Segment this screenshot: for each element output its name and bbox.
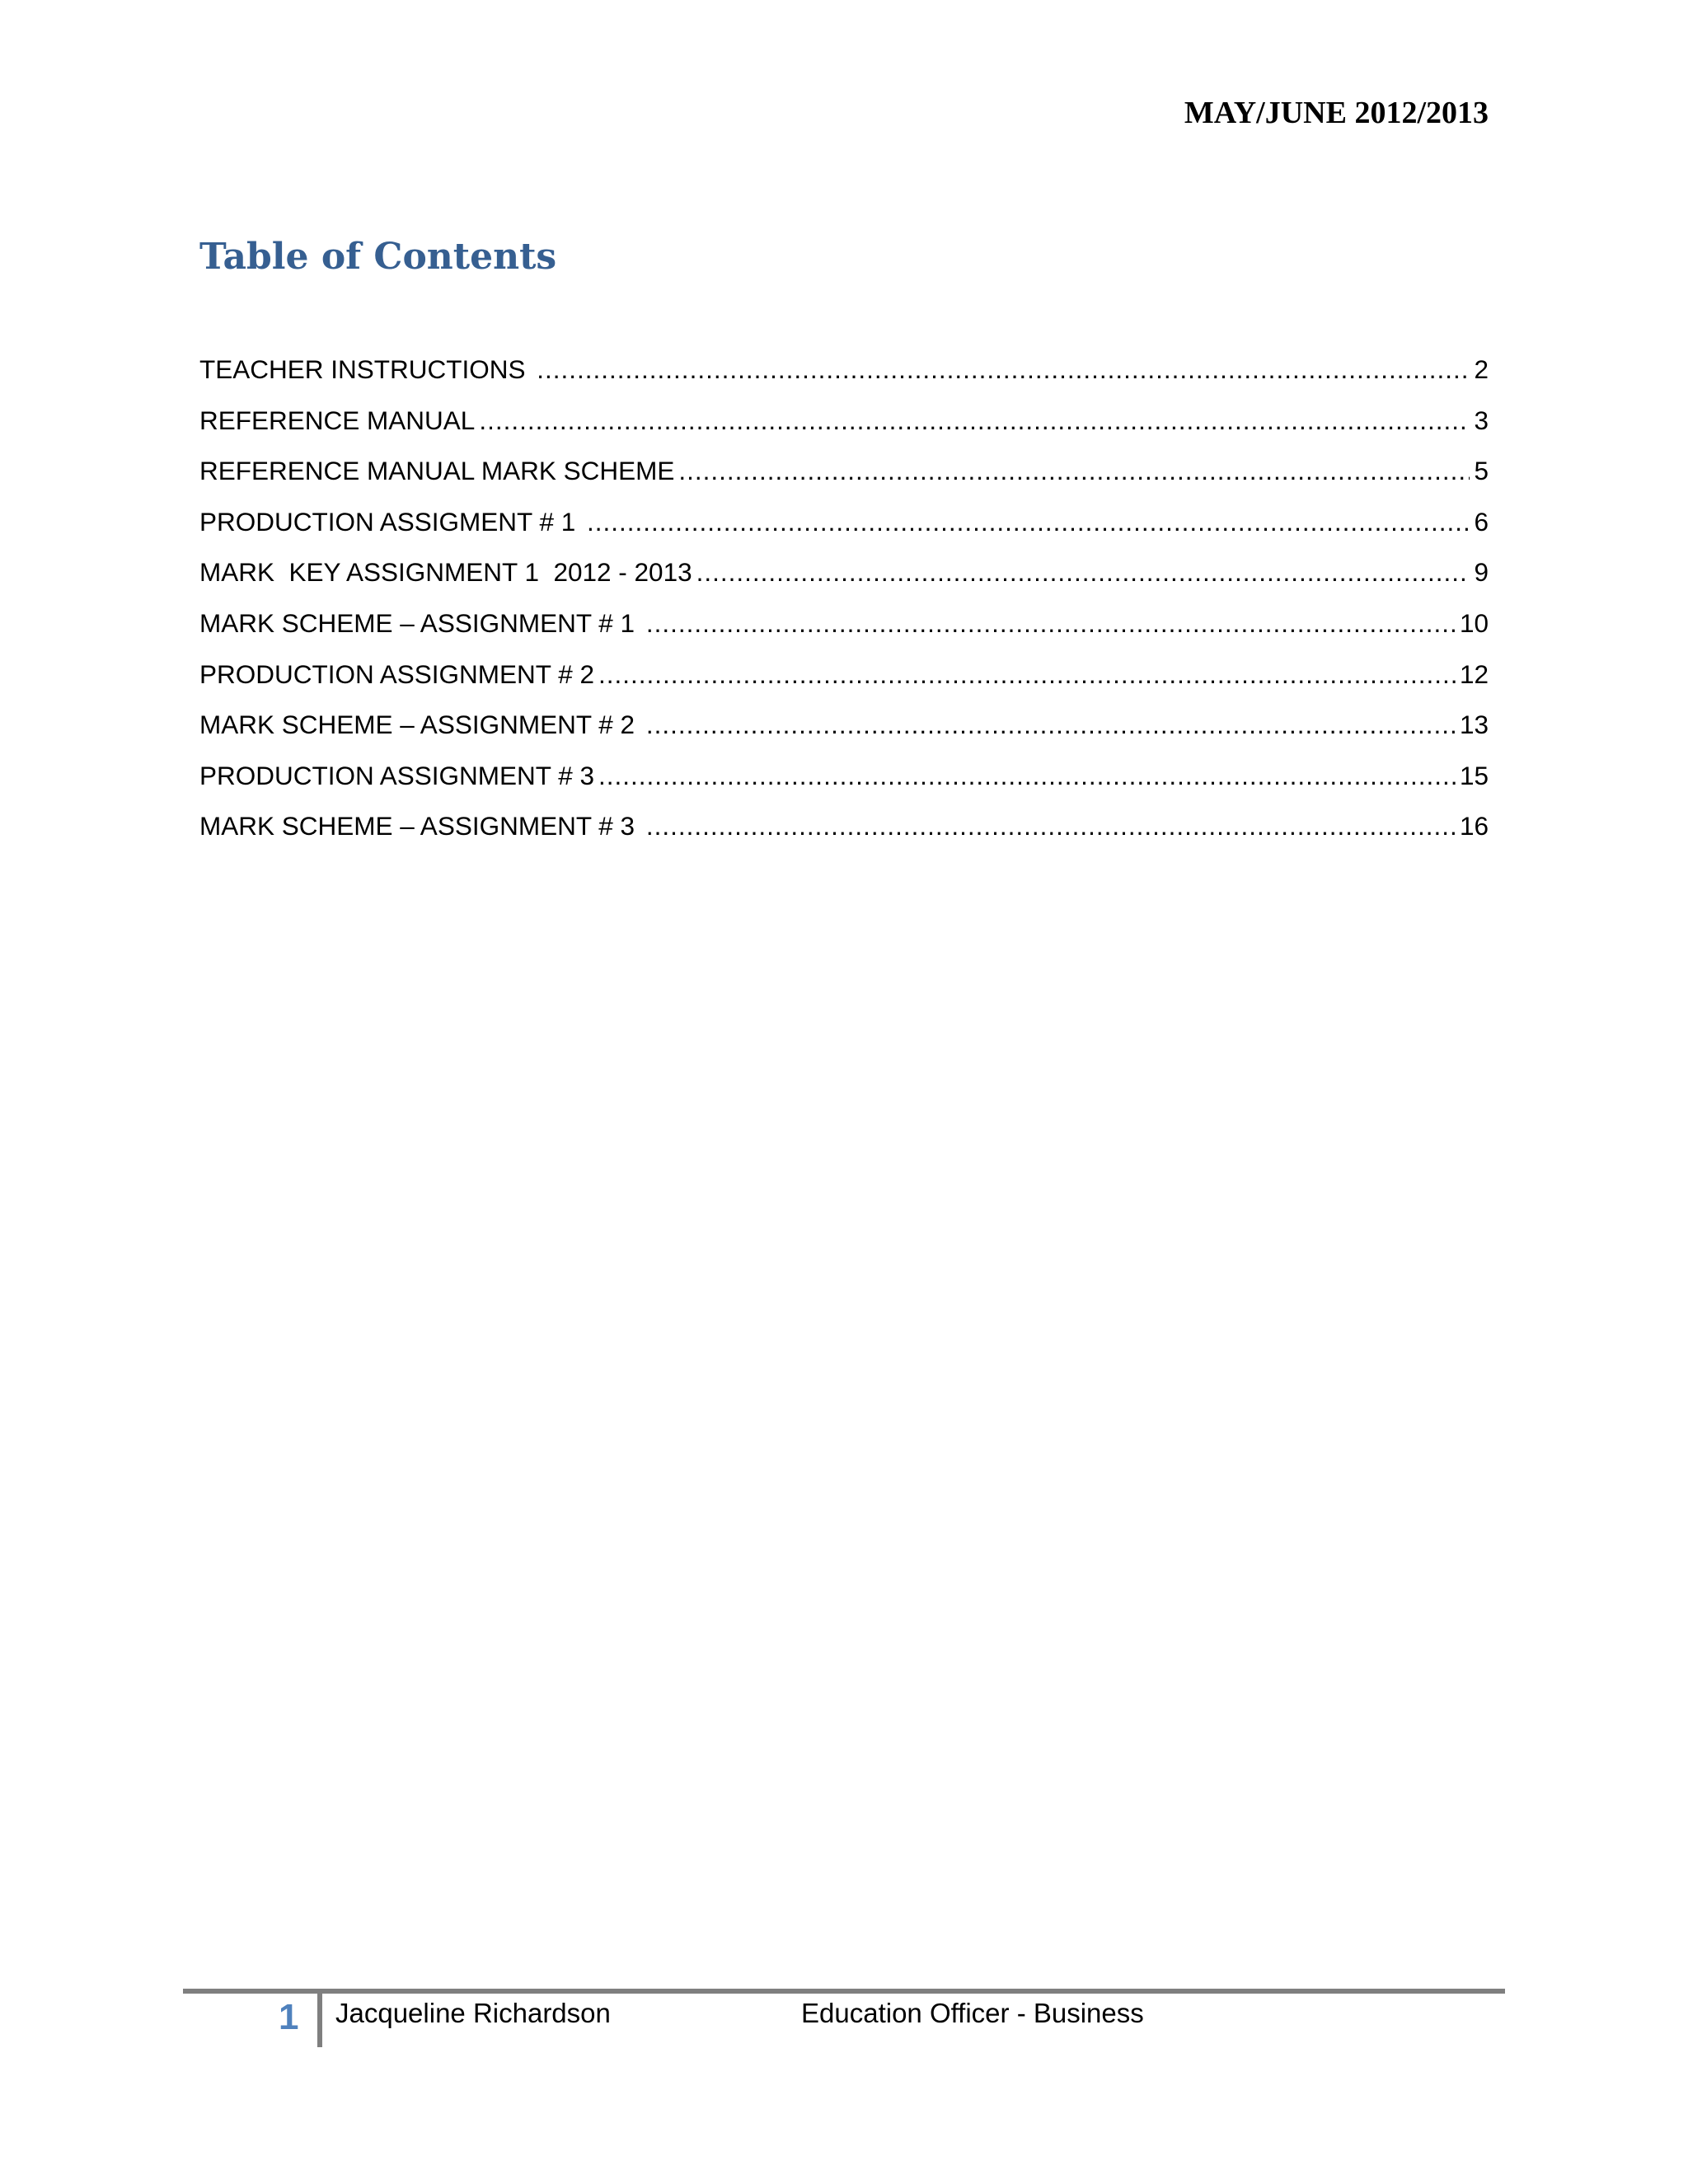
toc-entry-page: 3 — [1474, 405, 1489, 435]
toc-entry-label: MARK KEY ASSIGNMENT 1 2012 - 2013 — [199, 557, 692, 588]
toc-entry-label: PRODUCTION ASSIGNMENT # 2 — [199, 658, 595, 689]
toc-entry-label: TEACHER INSTRUCTIONS — [199, 354, 533, 384]
toc-dot-leader — [479, 408, 1470, 434]
toc-dot-leader — [646, 712, 1456, 738]
footer-rule — [183, 1989, 1505, 1994]
toc-entry-page: 10 — [1459, 607, 1489, 638]
toc-entry-page: 6 — [1474, 506, 1489, 537]
toc-entry-page: 15 — [1459, 760, 1489, 790]
toc-entry-page: 9 — [1474, 557, 1489, 588]
toc-entry-page: 5 — [1474, 456, 1489, 486]
footer-divider — [317, 1994, 322, 2047]
footer-position: Education Officer - Business — [801, 1998, 1144, 2028]
toc-entry-page: 2 — [1474, 354, 1489, 384]
toc-title: Table of Contents — [199, 236, 557, 278]
toc-entry-label: PRODUCTION ASSIGNMENT # 3 — [199, 760, 595, 790]
header-date: MAY/JUNE 2012/2013 — [1184, 96, 1489, 130]
toc-entry-page: 12 — [1459, 658, 1489, 689]
toc-entry-mark-key-assignment-1[interactable] — [199, 557, 1489, 611]
toc-dot-leader — [587, 509, 1470, 536]
toc-entry-teacher-instructions[interactable] — [199, 354, 1489, 408]
toc-entry-production-assignment-2[interactable] — [199, 658, 1489, 713]
table-of-contents — [199, 354, 1489, 865]
toc-entry-page: 13 — [1459, 710, 1489, 740]
toc-entry-label: MARK SCHEME – ASSIGNMENT # 2 — [199, 710, 642, 740]
toc-dot-leader — [696, 560, 1470, 586]
toc-entry-production-assignment-3[interactable] — [199, 760, 1489, 814]
footer-author: Jacqueline Richardson — [335, 1998, 611, 2028]
toc-dot-leader — [646, 813, 1456, 840]
toc-entry-mark-scheme-assignment-3[interactable] — [199, 813, 1489, 865]
toc-entry-reference-manual[interactable] — [199, 405, 1489, 459]
toc-dot-leader — [678, 458, 1470, 485]
toc-dot-leader — [598, 662, 1456, 688]
toc-entry-page: 16 — [1459, 811, 1489, 841]
toc-entry-label: MARK SCHEME – ASSIGNMENT # 1 — [199, 607, 642, 638]
footer-page-number: 1 — [279, 1997, 299, 2037]
toc-entry-production-assignment-1[interactable] — [199, 506, 1489, 560]
toc-dot-leader — [646, 611, 1456, 637]
toc-entry-label: REFERENCE MANUAL — [199, 405, 476, 435]
toc-entry-label: REFERENCE MANUAL MARK SCHEME — [199, 456, 675, 486]
toc-entry-mark-scheme-assignment-2[interactable] — [199, 712, 1489, 763]
toc-dot-leader — [598, 763, 1456, 790]
toc-entry-reference-manual-mark-scheme[interactable] — [199, 458, 1489, 509]
toc-entry-mark-scheme-assignment-1[interactable] — [199, 607, 1489, 662]
toc-entry-label: PRODUCTION ASSIGMENT # 1 — [199, 506, 584, 537]
toc-entry-label: MARK SCHEME – ASSIGNMENT # 3 — [199, 811, 642, 841]
toc-dot-leader — [537, 357, 1470, 383]
